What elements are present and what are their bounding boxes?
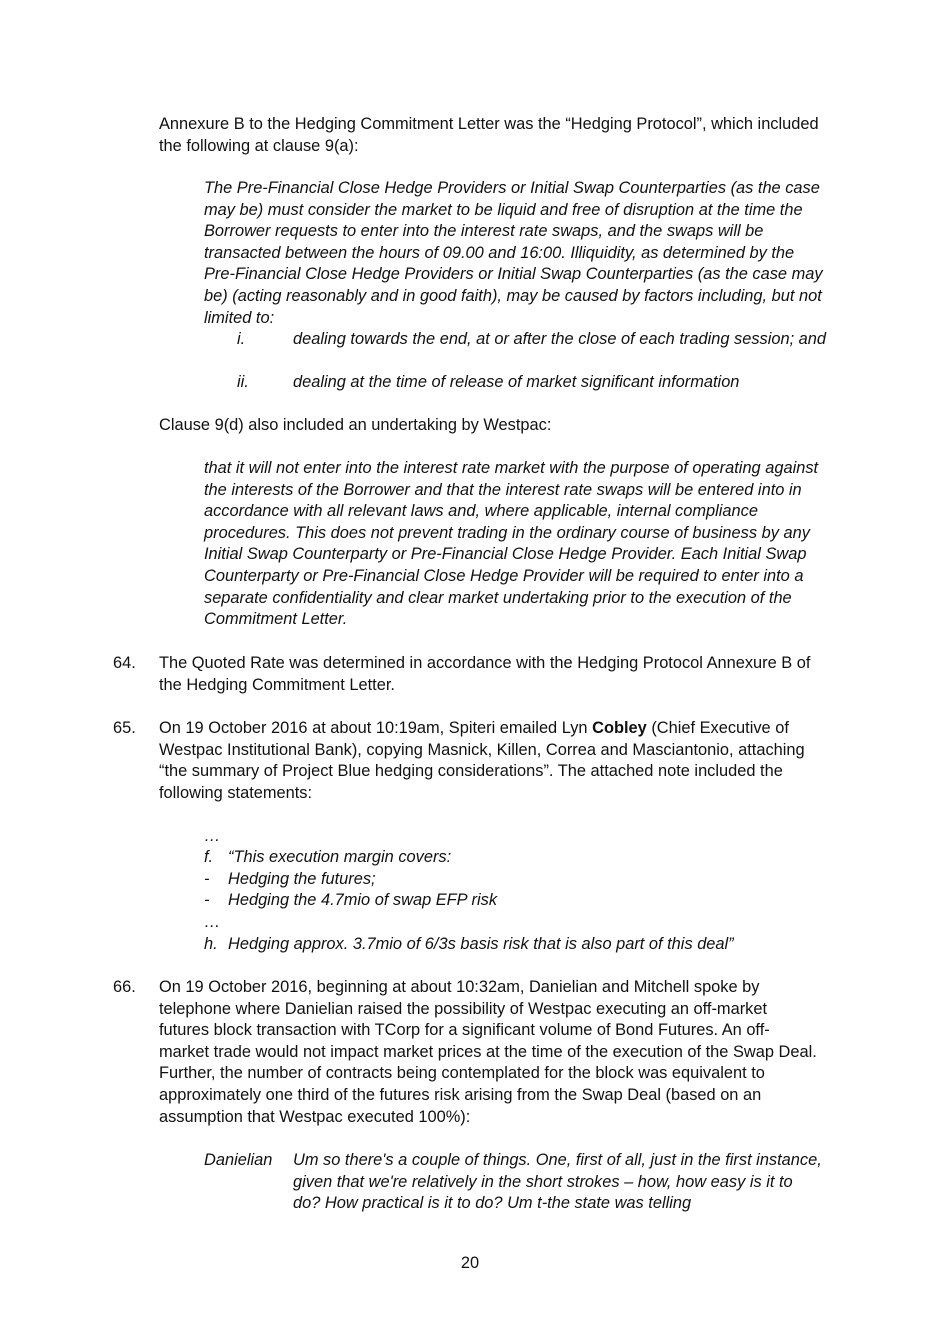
clause-9d-paragraph: Clause 9(d) also included an undertaking by Westpac: — [159, 416, 552, 434]
bullet-dash: - — [204, 870, 210, 888]
paragraph-66: On 19 October 2016, beginning at about 10:32am, Danielian and Mitchell spoke by telephone where Danielian raised the possibility of Westpac executing an off-market futures block transaction with TCorp for a significant volume of Bond Futures. An off-market trade would not impact market prices at the time of the execution of the Swap Deal. Further, the number of contracts being contemplated for the block was equivalent to approximately one third of the futures risk arising from the Swap Deal (based on an assumption that Westpac executed 100%): — [159, 978, 817, 1126]
note-item-h: Hedging approx. 3.7mio of 6/3s basis risk that is also part of this deal” — [228, 935, 734, 953]
undertaking-quote: that it will not enter into the interest rate market with the purpose of operating against the interests of the Borrower and that the interest rate swaps will be entered into in accordance with all relevant laws and, where applicable, internal compliance procedures. This does not prevent trading in the ordinary course of business by any Initial Swap Counterparty or Pre-Financial Close Hedge Provider. Each Initial Swap Counterparty or Pre-Financial Close Hedge Provider will be required to enter into a separate confidentiality and clear market undertaking prior to the execution of the Commitment Letter. — [204, 459, 819, 629]
paragraph-65-text-a: On 19 October 2016 at about 10:19am, Spiteri emailed Lyn — [159, 719, 593, 737]
bullet-dash: - — [204, 891, 210, 909]
paragraph-number: 66. — [113, 978, 136, 996]
note-label-h: h. — [204, 935, 218, 953]
paragraph-65-text-b: (Chief Executive of Westpac Institutional Bank), copying Masnick, Killen, Correa and Masciantonio, attaching “the summary of Project Blue hedging considerations”. The attached note included the following statements: — [159, 719, 805, 802]
quote-item-text: dealing at the time of release of market significant information — [293, 373, 740, 391]
paragraph-65-bold-name: Cobley — [592, 719, 647, 737]
note-bullet-efp: Hedging the 4.7mio of swap EFP risk — [228, 891, 498, 909]
paragraph-64: The Quoted Rate was determined in accordance with the Hedging Protocol Annexure B of the Hedging Commitment Letter. — [159, 654, 811, 694]
note-item-f: “This execution margin covers: — [228, 848, 452, 866]
note-bullet-futures: Hedging the futures; — [228, 870, 376, 888]
intro-paragraph: Annexure B to the Hedging Commitment Letter was the “Hedging Protocol”, which included the following at clause 9(a): — [159, 115, 819, 155]
ellipsis: … — [204, 913, 221, 931]
quote-item-text: dealing towards the end, at or after the close of each trading session; and — [293, 330, 827, 348]
note-label-f: f. — [204, 848, 214, 866]
transcript-text: Um so there's a couple of things. One, first of all, just in the first instance, given that we're relatively in the short strokes – how, how easy is it to do? How practical is it to do? Um t-the state was telling — [293, 1151, 822, 1213]
quote-item-number: ii. — [237, 373, 249, 391]
paragraph-65 — [159, 718, 819, 804]
page-number: 20 — [460, 1254, 480, 1272]
transcript-speaker: Danielian — [204, 1151, 273, 1169]
hedging-protocol-quote: The Pre-Financial Close Hedge Providers or Initial Swap Counterparties (as the case may be) must consider the market to be liquid and free of disruption at the time the Borrower requests to enter into the interest rate swaps, and the swaps will be transacted between the hours of 09.00 and 16:00. Illiquidity, as determined by the Pre-Financial Close Hedge Providers or Initial Swap Counterparties (as the case may be) (acting reasonably and in good faith), may be caused by factors including, but not limited to: — [204, 179, 823, 327]
paragraph-number: 65. — [113, 719, 136, 737]
quote-item-number: i. — [237, 330, 246, 348]
ellipsis: … — [204, 827, 221, 845]
paragraph-number: 64. — [113, 654, 136, 672]
